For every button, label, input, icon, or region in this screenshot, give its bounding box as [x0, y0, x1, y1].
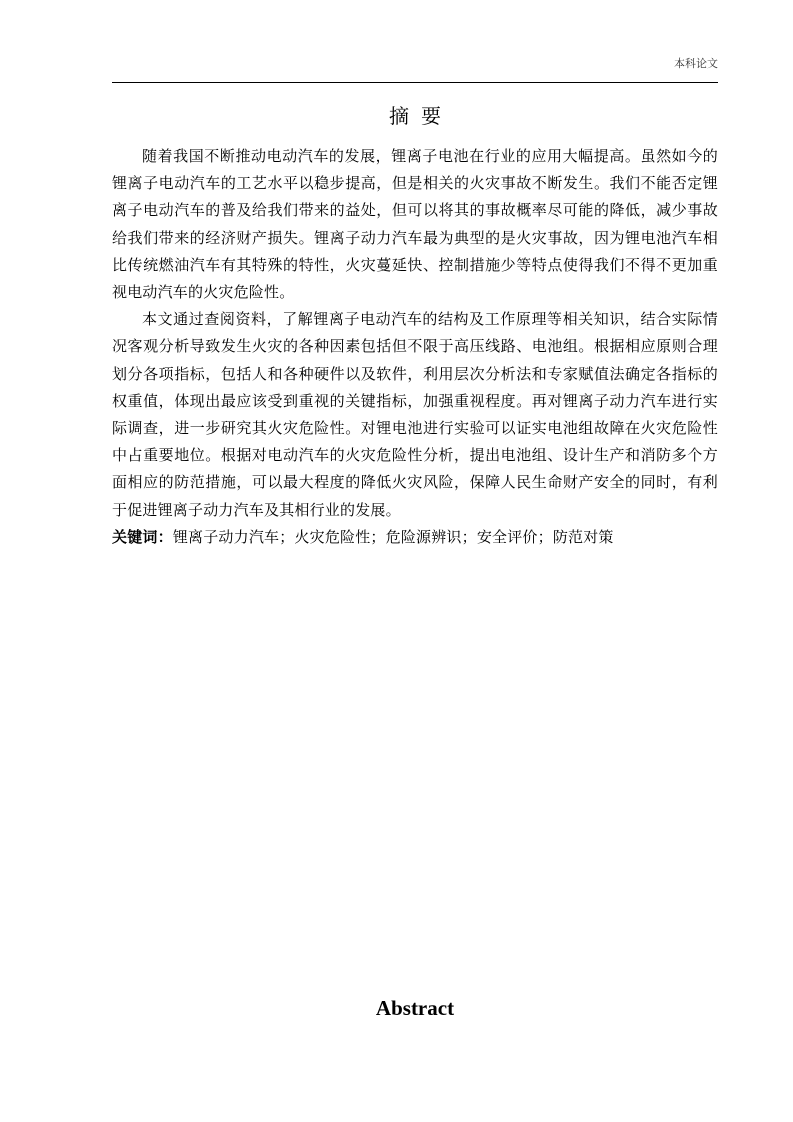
- keywords-line: [112, 524, 718, 551]
- abstract-cn-title: 摘要: [389, 104, 453, 128]
- page-header: [112, 56, 718, 83]
- abstract-cn-body: [112, 143, 718, 551]
- abstract-paragraph-1: 随着我国不断推动电动汽车的发展，锂离子电池在行业的应用大幅提高。虽然如今的锂离子电动汽车的工艺水平以稳步提高，但是相关的火灾事故不断发生。我们不能否定锂离子电动汽车的普及给我们带来的益处，但可以将其的事故概率尽可能的降低，减少事故给我们带来的经济财产损失。锂离子动力汽车最为典型的是火灾事故，因为锂电池汽车相比传统燃油汽车有其特殊的特性，火灾蔓延快、控制措施少等特点使得我们不得不更加重视电动汽车的火灾危险性。: [112, 147, 718, 302]
- header-label: 本科论文: [674, 57, 718, 70]
- keywords-label: 关键词：: [112, 527, 173, 546]
- abstract-en-title: Abstract: [375, 996, 455, 1020]
- abstract-paragraph-2: 本文通过查阅资料，了解锂离子电动汽车的结构及工作原理等相关知识，结合实际情况客观分析导致发生火灾的各种因素包括但不限于高压线路、电池组。根据相应原则合理划分各项指标，包括人和各种硬件以及软件，利用层次分析法和专家赋值法确定各指标的权重值，体现出最应该受到重视的关键指标，加强重视程度。再对锂离子动力汽车进行实际调查，进一步研究其火灾危险性。对锂电池进行实验可以证实电池组故障在火灾危险性中占重要地位。根据对电动汽车的火灾危险性分析，提出电池组、设计生产和消防多个方面相应的防范措施，可以最大程度的降低火灾风险，保障人民生命财产安全的同时，有利于促进锂离子动力汽车及其相行业的发展。: [112, 310, 718, 519]
- keywords-text: 锂离子动力汽车；火灾危险性；危险源辨识；安全评价；防范对策: [172, 527, 614, 546]
